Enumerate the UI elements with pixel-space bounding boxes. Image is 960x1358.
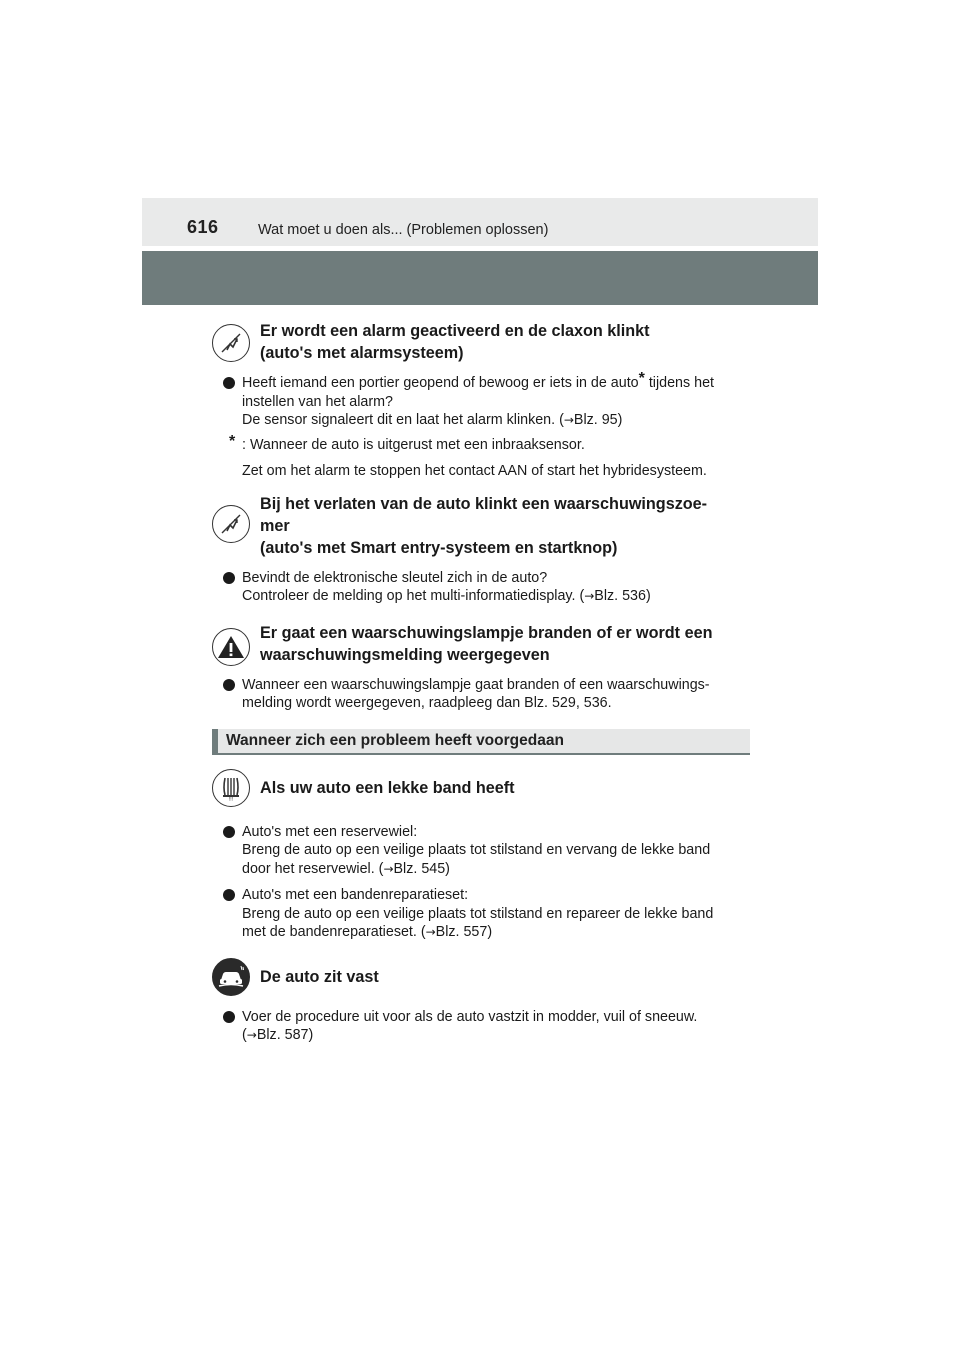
stuck-heading: De auto zit vast bbox=[260, 967, 379, 986]
warning-section bbox=[212, 622, 750, 713]
warning-bullet: Wanneer een waarschuwingslampje gaat branden of een waarschuwings- melding wordt weergegeven, raadpleeg dan Blz. 529, 536. bbox=[212, 676, 750, 713]
alarm-section bbox=[212, 318, 750, 481]
alarm-footnote: * : Wanneer de auto is uitgerust met een inbraaksensor. bbox=[229, 432, 585, 453]
alarm-bullet: Heeft iemand een portier geopend of bewoog er iets in de auto* tijdens het instellen van het alarm? De sensor signaleert dit en laat het alarm klinken. (→Blz. 95) bbox=[212, 374, 750, 430]
alarm-icon bbox=[212, 324, 250, 362]
flat-tire-heading: Als uw auto een lekke band heeft bbox=[260, 778, 515, 797]
buzzer-icon bbox=[212, 505, 250, 543]
svg-text:!!!: !!! bbox=[228, 796, 234, 801]
flat-tire-bullet-kit: Auto's met een bandenreparatieset: Breng de auto op een veilige plaats tot stilstand en repareer de lekke band met de bandenreparatieset. (→Blz. 557) bbox=[212, 886, 750, 942]
alarm-instruction: Zet om het alarm te stoppen het contact AAN of start het hybridesysteem. bbox=[242, 463, 707, 479]
buzzer-section bbox=[212, 493, 750, 606]
flat-tire-section bbox=[212, 769, 750, 942]
flat-tire-bullet-spare: Auto's met een reservewiel: Breng de auto op een veilige plaats tot stilstand en vervang de lekke band door het reservewiel. (→Blz. 545) bbox=[212, 823, 750, 879]
stuck-bullet: Voer de procedure uit voor als de auto vastzit in modder, vuil of sneeuw. (→Blz. 587) bbox=[212, 1008, 750, 1045]
alarm-heading: Er wordt een alarm geactiveerd en de claxon klinkt (auto's met alarmsysteem) bbox=[260, 322, 650, 362]
page-number: 616 bbox=[187, 217, 219, 237]
flat-tire-icon bbox=[212, 769, 250, 807]
page-content bbox=[212, 318, 750, 1045]
section-title: Wat moet u doen als... (Problemen oplossen) bbox=[258, 222, 549, 238]
subheading: Wanneer zich een probleem heeft voorgedaan bbox=[212, 729, 750, 755]
stuck-section bbox=[212, 958, 750, 1045]
buzzer-heading: Bij het verlaten van de auto klinkt een waarschuwingszoe- mer (auto's met Smart entry-systeem en startknop) bbox=[260, 494, 708, 557]
warning-heading: Er gaat een waarschuwingslampje branden of er wordt een waarschuwingsmelding weergegeven bbox=[260, 623, 713, 664]
stuck-car-icon bbox=[212, 958, 250, 996]
warning-triangle-icon bbox=[212, 628, 250, 666]
header-band bbox=[142, 251, 818, 305]
buzzer-bullet: Bevindt de elektronische sleutel zich in de auto? Controleer de melding op het multi-informatiedisplay. (→Blz. 536) bbox=[212, 569, 750, 606]
